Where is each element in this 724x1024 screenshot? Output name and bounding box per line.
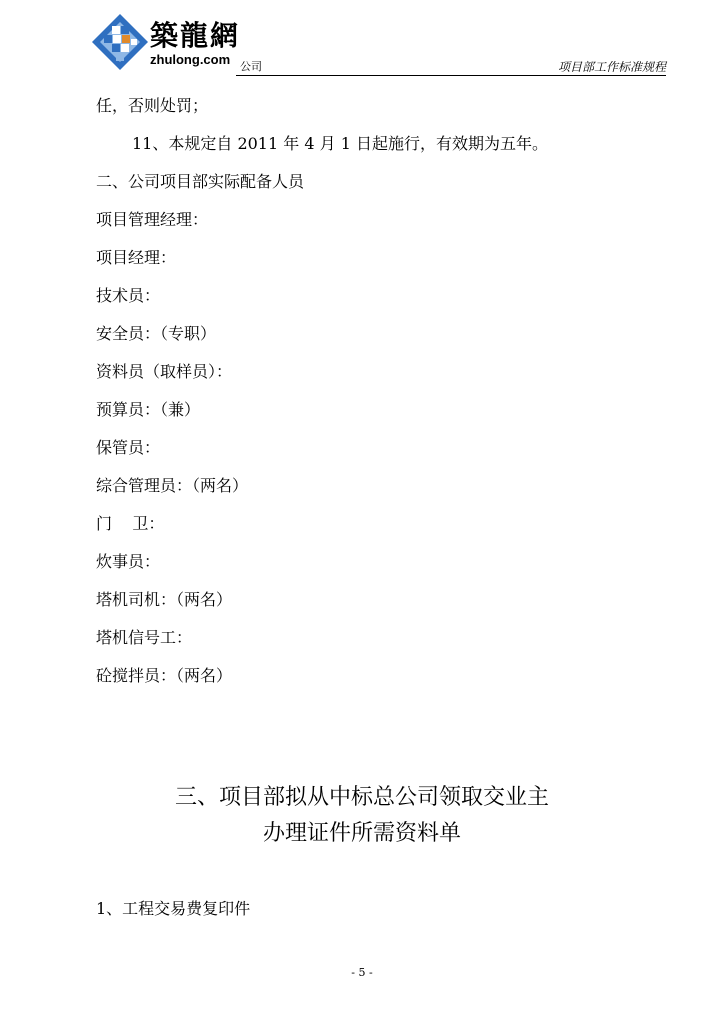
staff-item: 保管员：: [96, 438, 161, 457]
paragraph-line: 11、本规定自 2011 年 4 月 1 日起施行，有效期为五年。: [132, 134, 548, 153]
staff-item: 塔机信号工：: [96, 628, 193, 647]
staff-item: 技术员：: [96, 286, 161, 305]
page-number: - 5 -: [351, 966, 373, 979]
zhulong-logo-icon: [90, 12, 150, 72]
staff-item: 炊事员：: [96, 552, 161, 571]
section-title-line-2: 办理证件所需资料单: [262, 821, 461, 846]
staff-item: 综合管理员：（两名）: [96, 476, 249, 495]
staff-item: 安全员：（专职）: [96, 324, 217, 343]
staff-item: 项目管理经理：: [96, 210, 209, 229]
brand-name-chinese: 築龍網: [150, 19, 241, 52]
brand-name-english: zhulong.com: [150, 52, 231, 67]
staff-item: 砼搅拌员：（两名）: [96, 666, 233, 685]
document-list-item: 1、工程交易费复印件: [96, 899, 251, 918]
body-text: [96, 96, 656, 704]
page-header: [90, 8, 666, 72]
staff-item: 资料员（取样员）：: [96, 362, 233, 381]
document-title: 项目部工作标准规程: [557, 60, 666, 74]
paragraph-line: 任，否则处罚；: [96, 96, 209, 115]
staff-item: 预算员：（兼）: [96, 400, 201, 419]
section-heading: 二、公司项目部实际配备人员: [96, 172, 305, 191]
staff-item: 门 卫：: [96, 514, 165, 533]
staff-item: 塔机司机：（两名）: [96, 590, 233, 609]
company-tag: 公司: [240, 60, 262, 73]
header-divider: [236, 75, 666, 76]
staff-item: 项目经理：: [96, 248, 177, 267]
section-title-line-1: 三、项目部拟从中标总公司领取交业主: [174, 785, 549, 810]
